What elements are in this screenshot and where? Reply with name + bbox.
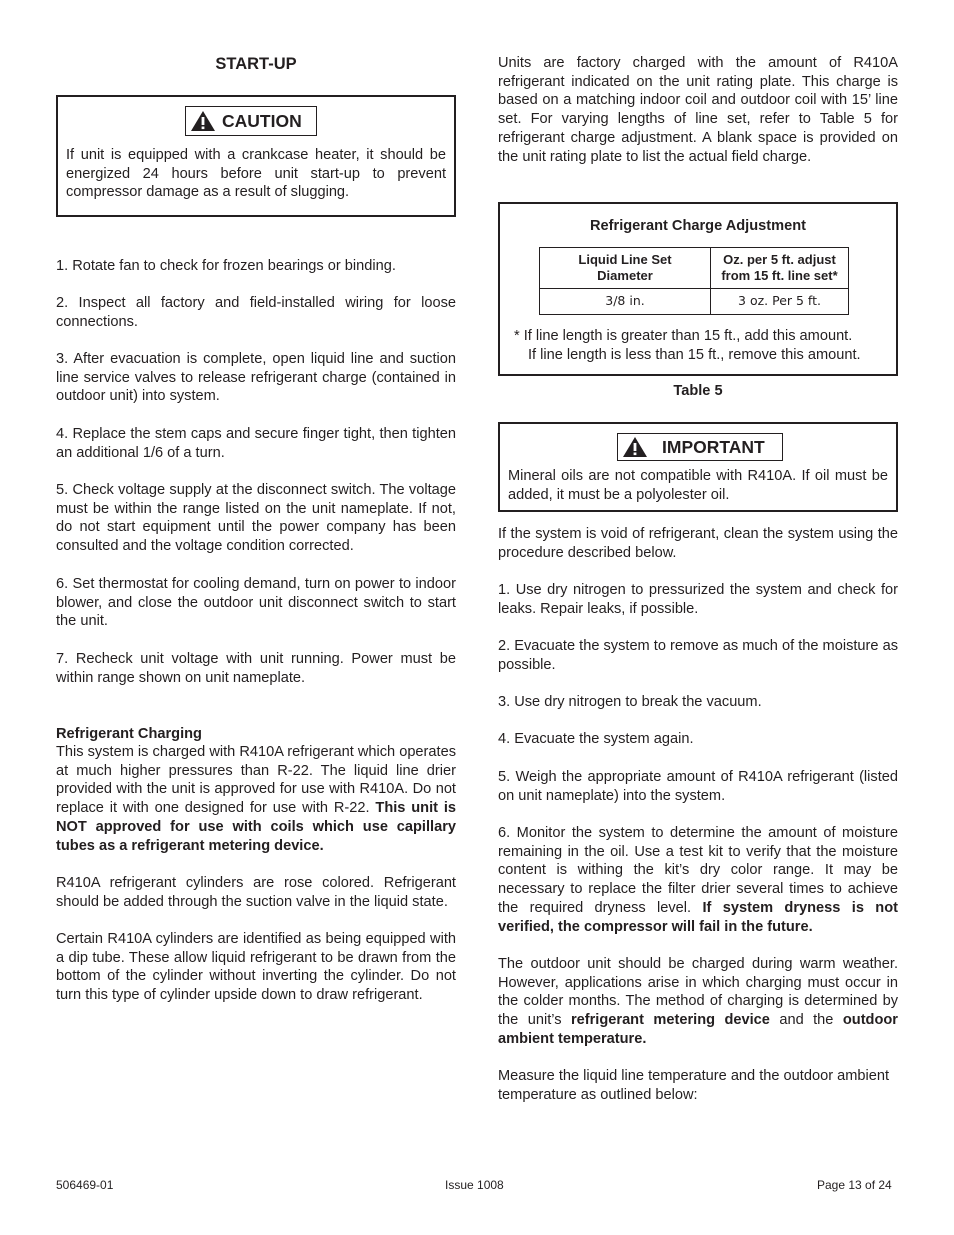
table-header-adjust: Oz. per 5 ft. adjust from 15 ft. line set* [711, 248, 849, 289]
dryness-warning: If system dryness is not verified, the compressor will fail in the future. [498, 899, 898, 935]
footer-issue: Issue 1008 [445, 1178, 504, 1192]
void-step-2: 2. Evacuate the system to remove as much of the moisture as possible. [498, 638, 898, 673]
step-2: 2. Inspect all factory and field-installed wiring for loose connections. [56, 295, 456, 330]
charge-adjustment-table-box [498, 202, 898, 376]
charging-warning: This unit is NOT approved for use with coils which use capillary tubes as a refrigerant metering device. [56, 800, 457, 854]
table-footnote: * If line length is greater than 15 ft., add this amount. If line length is less than 15 ft., remove this amount. [514, 328, 861, 363]
caution-box [56, 95, 456, 217]
charging-paragraph-3: Certain R410A cylinders are identified as being equipped with a dip tube. These allow liquid refrigerant to be drawn from the bottom of the cylinder without inverting the cylinder. Do not turn this type of cylinder upside down to draw refrigerant. [56, 931, 456, 1004]
charge-adjustment-table [539, 247, 849, 315]
table-cell-adjust: 3 oz. Per 5 ft. [711, 289, 849, 315]
caution-text: If unit is equipped with a crankcase heater, it should be energized 24 hours before unit start-up to prevent compressor damage as a result of slugging. [66, 147, 446, 201]
footer-doc-number: 506469-01 [56, 1178, 114, 1192]
important-label: IMPORTANT [617, 433, 783, 461]
void-step-5: 5. Weigh the appropriate amount of R410A refrigerant (listed on unit nameplate) into the system. [498, 769, 898, 804]
step-5: 5. Check voltage supply at the disconnect switch. The voltage must be within the range listed on the unit nameplate. If not, do not start equipment until the power company has been consulted and the voltage condition corrected. [56, 482, 456, 555]
step-7: 7. Recheck unit voltage with unit running. Power must be within range shown on unit nameplate. [56, 651, 456, 686]
table-row [540, 289, 849, 315]
important-box [498, 422, 898, 512]
section-heading: START-UP [215, 55, 297, 73]
warning-icon [190, 110, 216, 132]
caution-label: CAUTION [185, 106, 317, 136]
warning-icon [622, 436, 648, 458]
table-header-diameter: Liquid Line Set Diameter [540, 248, 711, 289]
charging-paragraph-1: This system is charged with R410A refrigerant which operates at much higher pressures than R-22. The liquid line drier provided with the unit is approved for use with R410A. Do not replace it with one designed for use with R-22. This unit is NOT approved for use with coils which use capillary tubes as a refrigerant metering device. [56, 744, 457, 854]
table-cell-diameter: 3/8 in. [540, 289, 711, 315]
void-step-6: 6. Monitor the system to determine the amount of moisture remaining in the oil. Use a test kit to verify that the moisture content is withing the kit’s dry color range. It may be necessary to replace the filter drier several times to achieve the required dryness level. If system dryness is not verified, the compressor will fail in the future. [498, 825, 898, 935]
void-intro: If the system is void of refrigerant, clean the system using the procedure described below. [498, 526, 898, 561]
charging-paragraph-2: R410A refrigerant cylinders are rose colored. Refrigerant should be added through the suction valve in the liquid state. [56, 875, 456, 910]
warm-weather-paragraph: The outdoor unit should be charged during warm weather. However, applications arise in which charging must occur in the colder months. The method of charging is determined by the unit’s refrigerant metering device and the outdoor ambient temperature. [498, 956, 898, 1047]
table-title: Refrigerant Charge Adjustment [590, 218, 806, 234]
void-step-1: 1. Use dry nitrogen to pressurized the system and check for leaks. Repair leaks, if possible. [498, 582, 898, 617]
charging-title: Refrigerant Charging [56, 726, 202, 742]
table-caption: Table 5 [673, 383, 723, 399]
step-4: 4. Replace the stem caps and secure finger tight, then tighten an additional 1/6 of a turn. [56, 426, 456, 461]
table-header-row [540, 248, 849, 289]
step-6: 6. Set thermostat for cooling demand, turn on power to indoor blower, and close the outdoor unit disconnect switch to start the unit. [56, 576, 456, 630]
step-3: 3. After evacuation is complete, open liquid line and suction line service valves to release refrigerant charge (contained in outdoor unit) into system. [56, 351, 456, 405]
step-1: 1. Rotate fan to check for frozen bearings or binding. [56, 258, 396, 274]
important-text: Mineral oils are not compatible with R410A. If oil must be added, it must be a polyolester oil. [508, 468, 888, 503]
factory-charge-paragraph: Units are factory charged with the amount of R410A refrigerant indicated on the unit rating plate. This charge is based on a matching indoor coil and outdoor coil with 15’ line set. For varying lengths of line set, refer to Table 5 for refrigerant charge adjustment. A blank space is provided on the unit rating plate to list the actual field charge. [498, 55, 898, 165]
void-step-4: 4. Evacuate the system again. [498, 731, 694, 747]
measure-paragraph: Measure the liquid line temperature and the outdoor ambient temperature as outlined below: [498, 1068, 890, 1103]
void-step-3: 3. Use dry nitrogen to break the vacuum. [498, 694, 762, 710]
footer-page-number: Page 13 of 24 [817, 1178, 892, 1192]
